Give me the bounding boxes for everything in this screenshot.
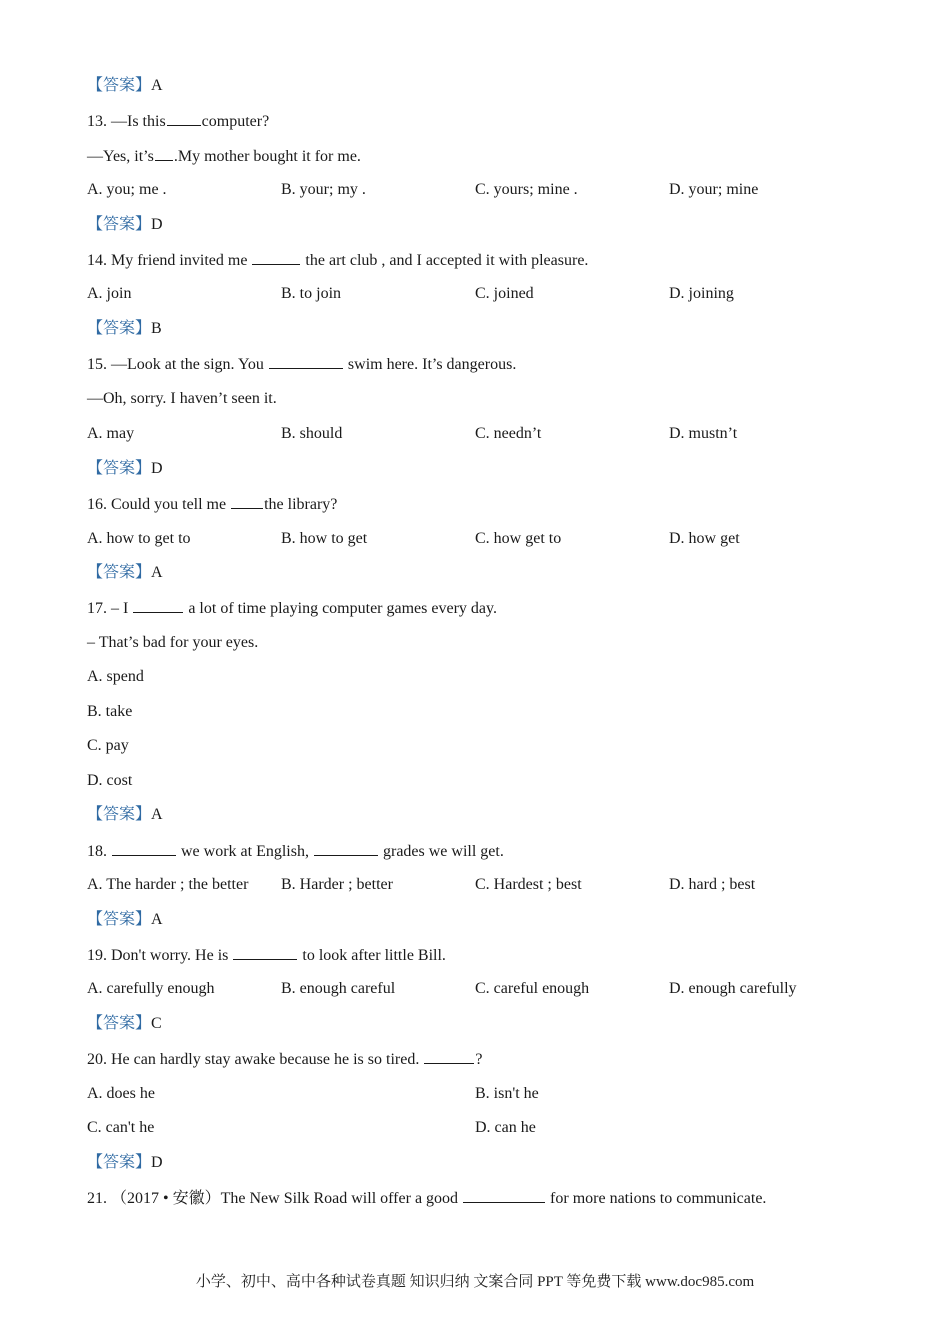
answer-line [87,215,163,235]
stem-text: grades we will get. [378,843,504,860]
option-d: D. your; mine [669,181,759,198]
stem-text: .My mother bought it for me. [173,148,361,165]
answer-line [87,910,163,930]
option-a: A. carefully enough [87,980,215,997]
question-15-reply: —Oh, sorry. I haven’t seen it. [87,390,277,407]
question-18-stem [87,841,504,862]
answer-tag: 【答案】 [87,1015,152,1032]
question-17-stem [87,598,497,619]
blank [133,598,183,613]
answer-line [87,459,163,479]
stem-text: 20. He can hardly stay awake because he is so tired. [87,1051,424,1068]
answer-line [87,1153,163,1173]
option-a: A. does he [87,1085,155,1102]
blank [231,494,263,509]
option-d: D. cost [87,772,133,789]
stem-text: 19. Don't worry. He is [87,947,233,964]
answer-value: C [151,1015,162,1032]
option-c: C. needn’t [475,425,542,442]
stem-text: —Yes, it’s [87,148,154,165]
answer-value: B [151,320,162,337]
question-20-stem [87,1049,482,1070]
stem-text: 17. – I [87,600,133,617]
answer-line [87,805,163,825]
answer-tag: 【答案】 [87,1154,152,1171]
option-d: D. how get [669,530,740,547]
question-19-stem [87,945,446,966]
blank [112,841,176,856]
blank [233,945,297,960]
blank [167,111,201,126]
stem-text: swim here. It’s dangerous. [343,356,517,373]
stem-text: computer? [201,113,270,130]
answer-value: D [151,460,163,477]
option-d: D. mustn’t [669,425,738,442]
option-c: C. can't he [87,1119,155,1136]
blank [314,841,378,856]
stem-text: a lot of time playing computer games every day. [184,600,497,617]
option-b: B. Harder ; better [281,876,393,893]
stem-text: 16. Could you tell me [87,496,231,513]
answer-tag: 【答案】 [87,460,152,477]
option-c: C. Hardest ; best [475,876,582,893]
stem-text: to look after little Bill. [298,947,446,964]
option-d: D. enough carefully [669,980,797,997]
option-d: D. can he [475,1119,536,1136]
answer-line [87,319,162,339]
option-c: C. careful enough [475,980,590,997]
blank [463,1188,545,1203]
question-17-reply: – That’s bad for your eyes. [87,634,259,651]
answer-value: A [151,806,163,823]
answer-tag: 【答案】 [87,77,152,94]
answer-tag: 【答案】 [87,216,152,233]
question-14-stem [87,250,588,271]
option-d: D. hard ; best [669,876,756,893]
stem-text: 14. My friend invited me [87,252,252,269]
answer-line [87,76,163,96]
option-b: B. enough careful [281,980,396,997]
answer-value: D [151,1154,163,1171]
option-c: C. how get to [475,530,562,547]
answer-tag: 【答案】 [87,564,152,581]
page-footer: 小学、初中、高中各种试卷真题 知识归纳 文案合同 PPT 等免费下载 www.doc985.com [195,1274,755,1290]
option-c: C. pay [87,737,129,754]
blank [252,250,300,265]
option-c: C. yours; mine . [475,181,578,198]
answer-tag: 【答案】 [87,911,152,928]
option-c: C. joined [475,285,534,302]
option-a: A. spend [87,668,144,685]
answer-tag: 【答案】 [87,320,152,337]
stem-text: 21. （2017 • 安徽）The New Silk Road will offer a good [87,1190,463,1207]
option-b: B. how to get [281,530,368,547]
stem-text: 15. —Look at the sign. You [87,356,268,373]
stem-text: the art club , and I accepted it with pleasure. [301,252,589,269]
option-a: A. how to get to [87,530,191,547]
answer-value: A [151,77,163,94]
question-16-stem [87,494,337,515]
question-21-stem [87,1188,766,1209]
stem-text: the library? [264,496,338,513]
option-d: D. joining [669,285,734,302]
answer-line [87,563,163,583]
answer-tag: 【答案】 [87,806,152,823]
blank [155,146,173,161]
question-15-stem [87,354,516,375]
option-a: A. you; me . [87,181,167,198]
option-b: B. take [87,703,133,720]
answer-value: A [151,911,163,928]
option-b: B. should [281,425,343,442]
option-b: B. to join [281,285,342,302]
answer-value: A [151,564,163,581]
stem-text: we work at English, [177,843,313,860]
answer-line [87,1014,162,1034]
option-b: B. isn't he [475,1085,539,1102]
stem-text: 18. [87,843,111,860]
stem-text: for more nations to communicate. [546,1190,767,1207]
blank [269,354,343,369]
option-a: A. may [87,425,135,442]
stem-text: 13. —Is this [87,113,166,130]
option-a: A. join [87,285,132,302]
answer-value: D [151,216,163,233]
question-13-stem [87,111,269,132]
stem-text: ? [475,1051,483,1068]
option-a: A. The harder ; the better [87,876,249,893]
option-b: B. your; my . [281,181,366,198]
question-13-reply [87,146,361,167]
blank [424,1049,474,1064]
